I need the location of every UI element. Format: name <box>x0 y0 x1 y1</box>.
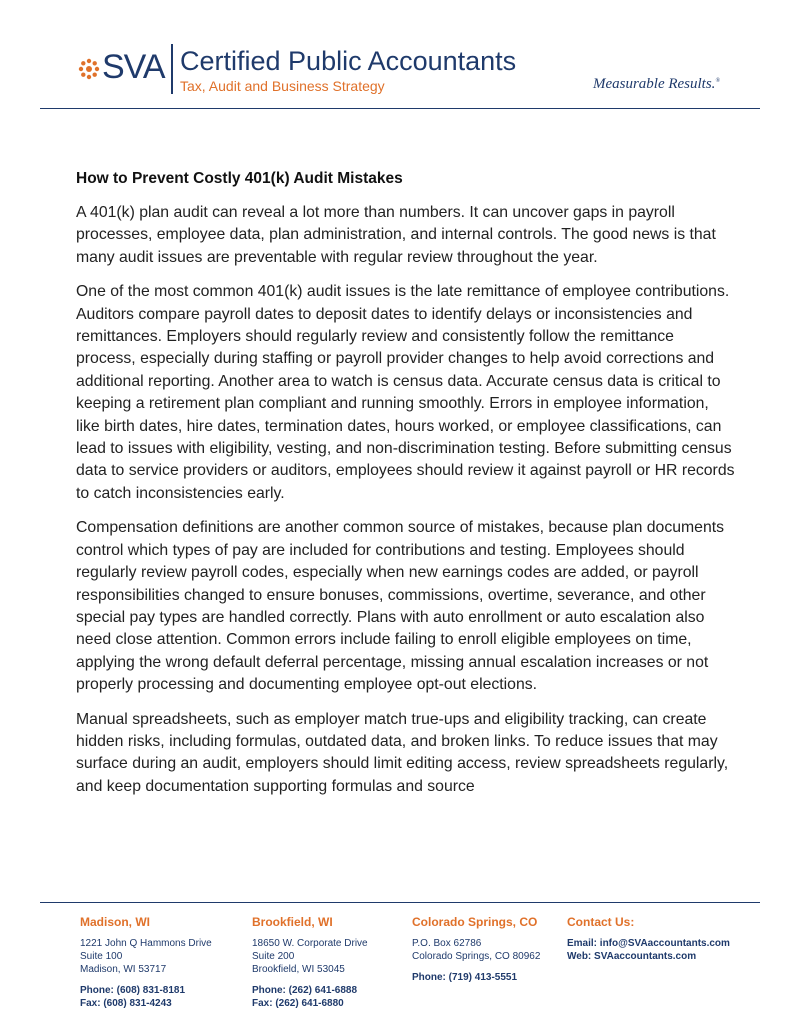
office-city: Brookfield, WI <box>252 915 333 929</box>
office-fax: Fax: (608) 831-4243 <box>80 998 172 1009</box>
office-city: Colorado Springs, CO <box>412 915 538 929</box>
article-title: How to Prevent Costly 401(k) Audit Mistakes <box>76 170 403 187</box>
office-address-line: P.O. Box 62786 <box>412 938 482 949</box>
article-paragraph: A 401(k) plan audit can reveal a lot more than numbers. It can uncover gaps in payroll processes, employee data, plan administration, and internal controls. The good news is that many audit issues are preventable with regular review throughout the year. <box>76 204 716 266</box>
header-divider <box>40 108 760 109</box>
page-header <box>0 0 800 112</box>
office-address-line: Suite 200 <box>252 951 295 962</box>
office-phone: Phone: (608) 831-8181 <box>80 985 186 996</box>
article-paragraph: Manual spreadsheets, such as employer match true-ups and eligibility tracking, can create hidden risks, including formulas, outdated data, and broken links. To reduce issues that may surface during an audit, employers should limit editing access, review spreadsheets regularly, and keep documentation supporting formulas and source <box>76 710 729 795</box>
office-city: Madison, WI <box>80 915 150 929</box>
office-phone: Phone: (719) 413-5551 <box>412 972 518 983</box>
company-tagline: Measurable Results.® <box>592 76 720 92</box>
logo-divider <box>171 44 173 94</box>
company-title: Certified Public Accountants <box>180 46 517 76</box>
office-phone: Phone: (262) 641-6888 <box>252 985 358 996</box>
office-address-line: Suite 100 <box>80 951 123 962</box>
office-address-line: Brookfield, WI 53045 <box>252 964 345 975</box>
logo-sva-text: SVA <box>102 48 165 86</box>
footer-contact <box>567 916 730 963</box>
contact-web[interactable]: Web: SVAaccountants.com <box>567 951 697 962</box>
office-address-line: Madison, WI 53717 <box>80 964 167 975</box>
sunburst-logo-icon <box>78 58 100 80</box>
office-fax: Fax: (262) 641-6880 <box>252 998 344 1009</box>
article-paragraph: Compensation definitions are another common source of mistakes, because plan documents control which types of pay are included for contributions and testing. Employees should regularly review payroll codes, especially when new earnings codes are added, or payroll responsibilities changed to ensure bonuses, commissions, overtime, severance, and other special pay types are handled correctly. Plans with auto enrollment or auto escalation also need close attention. Common errors include failing to enroll eligible employees on time, applying the wrong default deferral percentage, missing annual escalation increases or not properly processing and documenting employee opt-out elections. <box>76 519 725 694</box>
company-subtitle: Tax, Audit and Business Strategy <box>180 78 385 94</box>
office-address-line: 1221 John Q Hammons Drive <box>80 938 212 949</box>
footer-office-colorado <box>412 916 540 984</box>
article-body <box>76 170 736 810</box>
footer-office-brookfield <box>252 916 368 1010</box>
contact-email[interactable]: Email: info@SVAaccountants.com <box>567 938 730 949</box>
office-address-line: Colorado Springs, CO 80962 <box>412 951 541 962</box>
article-paragraph: One of the most common 401(k) audit issues is the late remittance of employee contributions. Auditors compare payroll dates to deposit dates to identify delays or inconsistencies and remittances. Employers should regularly review and consistently follow the remittance process, especially during staffing or payroll provider changes to help avoid corrections and additional reporting. Another area to watch is census data. Accurate census data is critical to keeping a retirement plan compliant and running smoothly. Errors in employee information, like birth dates, hire dates, termination dates, hours worked, or employee classifications, can lead to issues with eligibility, vesting, and non-discrimination testing. Before submitting census data to service providers or auditors, employees should review it against payroll or HR records to catch inconsistencies early. <box>76 283 735 502</box>
footer-divider <box>40 902 760 903</box>
footer-office-madison <box>80 916 212 1010</box>
contact-title: Contact Us: <box>567 915 635 929</box>
office-address-line: 18650 W. Corporate Drive <box>252 938 368 949</box>
